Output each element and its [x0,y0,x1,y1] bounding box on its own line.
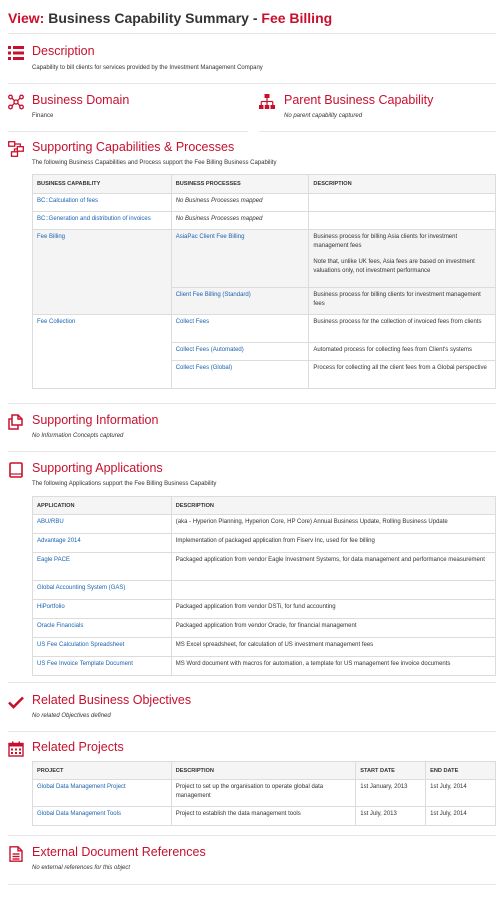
related-objectives-heading: Related Business Objectives [32,693,192,707]
divider [8,731,496,732]
table-row [33,553,496,581]
description-cell: Packaged application from vendor Eagle Investment Systems, for data management and performance measurement [171,553,495,581]
application-link[interactable]: Oracle Financials [33,619,172,638]
view-prefix: View: [8,10,45,26]
process-cell: No Business Processes mapped [171,212,309,230]
hierarchy-icon [259,94,275,110]
divider [8,835,496,836]
parent-capability-heading: Parent Business Capability [284,93,434,107]
table-row [33,657,496,676]
capability-link[interactable]: BC::Generation and distribution of invoices [33,212,172,230]
supporting-information-text: No Information Concepts captured [32,433,124,439]
divider [8,403,496,404]
description-text: Capability to bill clients for services provided by the Investment Management Company [32,65,263,71]
supporting-capabilities-intro: The following Business Capabilities and Process support the Fee Billing Business Capability [32,160,277,166]
col-end-date: END DATE [426,762,496,780]
flow-icon [8,141,24,157]
network-icon [8,94,24,110]
table-row [33,230,496,288]
application-link[interactable]: US Fee Invoice Template Document [33,657,172,676]
supporting-applications-heading: Supporting Applications [32,461,163,475]
application-link[interactable]: Global Accounting System (GAS) [33,581,172,600]
description-cell [309,230,496,288]
col-description: DESCRIPTION [171,497,495,515]
description-cell: Packaged application from vendor DSTi, for fund accounting [171,600,495,619]
description-note: Note that, unlike UK fees, Asia fees are based on investment valuations only, not investment performance [313,259,475,274]
description-cell: Business process for billing clients for investment management fees [309,288,496,315]
document-icon [8,846,24,862]
application-link[interactable]: Eagle PACE [33,553,172,581]
description-cell: Project to set up the organisation to operate global data management [171,780,356,807]
table-row [33,780,496,807]
description-cell [309,212,496,230]
table-row [33,212,496,230]
check-icon [8,694,24,710]
capability-link[interactable]: Fee Collection [33,315,172,389]
table-row [33,619,496,638]
divider [8,83,496,84]
related-projects-table [32,761,496,826]
external-references-text: No external references for this object [32,865,131,871]
start-date-cell: 1st January, 2013 [356,780,426,807]
capability-link[interactable]: Fee Billing [33,230,172,315]
project-link[interactable]: Global Data Management Tools [33,807,172,826]
related-objectives-text: No related Objectives defined [32,713,111,719]
title-text: Business Capability Summary - [48,10,262,26]
col-start-date: START DATE [356,762,426,780]
table-row [33,638,496,657]
application-link[interactable]: US Fee Calculation Spreadsheet [33,638,172,657]
end-date-cell: 1st July, 2014 [426,807,496,826]
table-row [33,315,496,343]
table-row [33,600,496,619]
divider [259,131,496,132]
related-projects-heading: Related Projects [32,740,124,754]
description-cell: (aka - Hyperion Planning, Hyperion Core, HP Core) Annual Business Update, Rolling Business Update [171,515,495,534]
list-icon [8,45,24,61]
table-header-row [33,762,496,780]
end-date-cell: 1st July, 2014 [426,780,496,807]
supporting-information-heading: Supporting Information [32,413,159,427]
col-project: PROJECT [33,762,172,780]
divider [8,131,248,132]
application-link[interactable]: Advantage 2014 [33,534,172,553]
col-business-capability: BUSINESS CAPABILITY [33,175,172,194]
process-link[interactable]: Client Fee Billing (Standard) [171,288,309,315]
capability-name: Fee Billing [261,10,333,26]
supporting-applications-table [32,496,496,676]
supporting-applications-intro: The following Applications support the Fee Billing Business Capability [32,481,217,487]
application-link[interactable]: ABU/RBU [33,515,172,534]
process-link[interactable]: AsiaPac Client Fee Billing [171,230,309,288]
col-application: APPLICATION [33,497,172,515]
page-title [8,10,332,26]
description-cell [309,194,496,212]
table-row [33,807,496,826]
description-cell: MS Excel spreadsheet, for calculation of US investment management fees [171,638,495,657]
tablet-icon [8,462,24,478]
project-link[interactable]: Global Data Management Project [33,780,172,807]
table-row [33,581,496,600]
divider [8,33,496,34]
description-cell: Implementation of packaged application from Fiserv Inc, used for fee billing [171,534,495,553]
business-domain-link[interactable]: Finance [32,113,54,119]
capability-link[interactable]: BC::Calculation of fees [33,194,172,212]
table-row [33,194,496,212]
table-header-row [33,175,496,194]
col-business-processes: BUSINESS PROCESSES [171,175,309,194]
col-description: DESCRIPTION [309,175,496,194]
process-link[interactable]: Collect Fees (Global) [171,361,309,389]
supporting-capabilities-table [32,174,496,389]
description-heading: Description [32,44,95,58]
description-cell: Automated process for collecting fees from Client's systems [309,343,496,361]
table-header-row [33,497,496,515]
external-references-heading: External Document References [32,845,206,859]
table-row [33,515,496,534]
copy-icon [8,414,24,430]
description-cell: Packaged application from vendor Oracle, for financial management [171,619,495,638]
divider [8,451,496,452]
process-link[interactable]: Collect Fees (Automated) [171,343,309,361]
divider [8,682,496,683]
divider [8,884,496,885]
start-date-cell: 1st July, 2013 [356,807,426,826]
table-row [33,534,496,553]
parent-capability-text: No parent capability captured [284,113,363,119]
description-cell: Project to establish the data management tools [171,807,356,826]
process-cell: No Business Processes mapped [171,194,309,212]
description-cell: MS Word document with macros for automation, a template for US management fee invoice documents [171,657,495,676]
process-link[interactable]: Collect Fees [171,315,309,343]
col-description: DESCRIPTION [171,762,356,780]
description-text: Business process for billing Asia clients for investment management fees [313,234,458,249]
description-cell [171,581,495,600]
business-domain-heading: Business Domain [32,93,130,107]
application-link[interactable]: HiPortfolio [33,600,172,619]
description-cell: Process for collecting all the client fees from a Global perspective [309,361,496,389]
supporting-capabilities-heading: Supporting Capabilities & Processes [32,140,235,154]
calendar-icon [8,741,24,757]
description-cell: Business process for the collection of invoiced fees from clients [309,315,496,343]
